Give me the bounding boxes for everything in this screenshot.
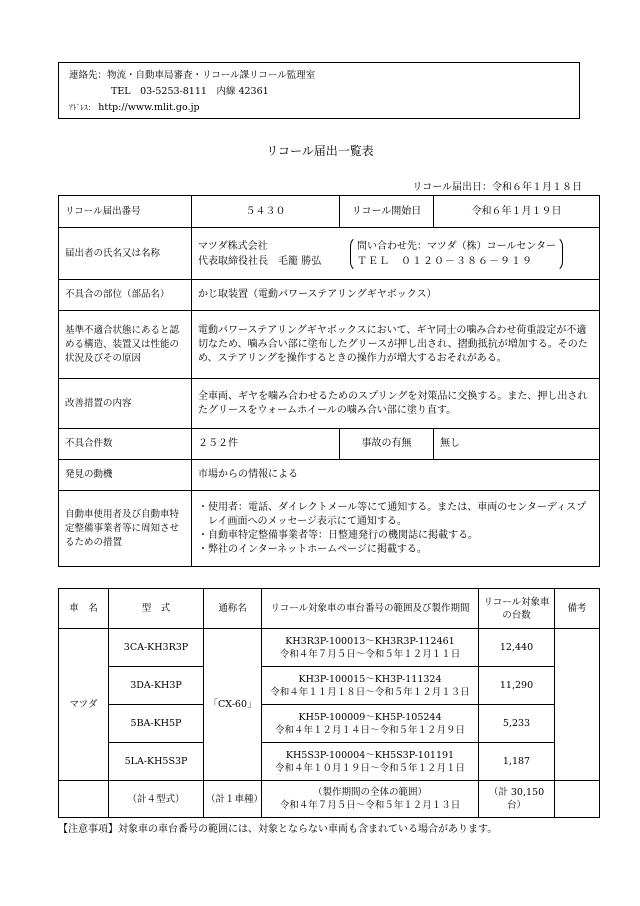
defect-count-value: ２５２件: [192, 429, 340, 460]
remedy-value: 全車両、ギヤを噛み合わせるためのスプリングを対策品に交換する。また、押し出されたグリースをウォームホイールの噛み合い部に塗り直す。: [192, 379, 600, 429]
inquiry-title: 問い合わせ先：マツダ（株）コールセンター: [357, 240, 556, 252]
filer-company: マツダ株式会社: [198, 240, 268, 252]
total-names: （計１車種）: [204, 781, 262, 818]
notify-item-dealer: ・自動車特定整備事業者等：日整連発行の機関誌に掲載する。: [198, 529, 478, 541]
production-period: 令和４年１１月１８日～令和５年１２月１３日: [270, 686, 470, 698]
total-range-cell: [262, 781, 479, 818]
remedy-label: 改善措置の内容: [59, 379, 192, 429]
total-range-title: （製作期間の全体の範囲）: [312, 787, 427, 798]
count-cell: 11,290: [479, 667, 555, 705]
header-name: 通称名: [204, 589, 262, 629]
count-cell: 5,233: [479, 705, 555, 743]
production-period: 令和４年１２月１４日～令和５年１２月９日: [274, 724, 465, 736]
total-maker-cell: [59, 781, 109, 818]
filer-label: 届出者の氏名又は名称: [59, 228, 192, 280]
notify-item-web: ・弊社のインターネットホームページに掲載する。: [198, 543, 427, 555]
contact-box: [58, 62, 580, 119]
range-cell: [262, 705, 479, 743]
condition-value: 電動パワーステアリングギヤボックスにおいて、ギヤ同士の噛み合わせ荷重設定が不適切なため、噛み合い部に塗布したグリースが押し出され、摺動抵抗が増加する。そのため、ステアリングを操作するときの操作力が増大するおそれがある。: [192, 311, 600, 379]
total-row: [59, 781, 600, 818]
vin-range: KH3R3P-100013～KH3R3P-112461: [285, 635, 455, 647]
filer-representative: 代表取締役社長 毛籠 勝弘: [198, 255, 322, 267]
start-value: 令和６年１月１９日: [434, 196, 600, 228]
caution-note: 【注意事項】対象車の車台番号の範囲には、対象とならない車両も含まれている場合があります。: [58, 824, 498, 835]
vin-range: KH3P-100015～KH3P-111324: [298, 673, 442, 685]
total-range-period: 令和４年７月５日～令和５年１２月１３日: [279, 800, 461, 811]
defect-count-label: 不具合件数: [59, 429, 192, 460]
condition-label: 基準不適合状態にあると認める構造、装置又は性能の状況及びその原因: [59, 311, 192, 379]
motive-label: 発見の動機: [59, 460, 192, 491]
total-remarks-cell: [555, 781, 600, 818]
table-row: [59, 743, 600, 781]
accident-label: 事故の有無: [340, 429, 434, 460]
vehicle-name-cell: 「CX-60」: [204, 629, 262, 781]
model-cell: 5LA-KH5S3P: [109, 743, 204, 781]
model-cell: 3CA-KH3R3P: [109, 629, 204, 667]
header-remarks: 備考: [555, 589, 600, 629]
contact-address: [69, 100, 579, 116]
count-cell: 1,187: [479, 743, 555, 781]
motive-value: 市場からの情報による: [192, 460, 600, 491]
count-cell: 12,440: [479, 629, 555, 667]
header-model: 型 式: [109, 589, 204, 629]
total-count: （計 30,150 台）: [479, 781, 555, 818]
page-title: リコール届出一覧表: [266, 144, 374, 158]
model-cell: 3DA-KH3P: [109, 667, 204, 705]
production-period: 令和４年７月５日～令和５年１２月１１日: [279, 648, 461, 660]
filer-cell: [192, 228, 600, 280]
table-row: [59, 667, 600, 705]
header-count: リコール対象車の台数: [479, 589, 555, 629]
notify-list: [192, 491, 600, 567]
inquiry-phone: ＴＥＬ ０１２０－３８６－９１９: [357, 255, 533, 267]
start-label: リコール開始日: [340, 196, 434, 228]
accident-value: 無し: [434, 429, 600, 460]
vin-range: KH5P-100009～KH5P-105244: [298, 711, 442, 723]
address-label: ｱﾄﾞﾚｽ：: [69, 103, 96, 112]
remarks-cell: [555, 629, 600, 781]
contact-phone: TEL 03-5253-8111 内線 42361: [111, 86, 269, 97]
vehicle-table: [58, 588, 600, 818]
range-cell: [262, 667, 479, 705]
range-cell: [262, 743, 479, 781]
inquiry-box: [350, 236, 563, 272]
part-label: 不具合の部位（部品名）: [59, 280, 192, 311]
report-date: リコール届出日：令和６年１月１８日: [412, 182, 582, 193]
model-cell: 5BA-KH5P: [109, 705, 204, 743]
contact-line-1: 連絡先：物流・自動車局審査・リコール課リコール監理室: [69, 70, 316, 81]
header-range: リコール対象車の車台番号の範囲及び製作期間: [262, 589, 479, 629]
number-value: ５４３０: [192, 196, 340, 228]
maker-cell: マツダ: [59, 629, 109, 781]
production-period: 令和４年１０月１９日～令和５年１２月１日: [274, 762, 465, 774]
total-models: （計４型式）: [109, 781, 204, 818]
table-row: [59, 629, 600, 667]
notify-item-user: ・使用者：電話、ダイレクトメール等にて通知する。または、車両のセンターディスプレイ画面へのメッセージ表示にて通知する。: [198, 501, 587, 527]
part-value: かじ取装置（電動パワーステアリングギヤボックス）: [192, 280, 600, 311]
notify-label: 自動車使用者及び自動車特定整備事業者等に周知させるための措置: [59, 491, 192, 567]
address-link[interactable]: http://www.mlit.go.jp: [98, 102, 200, 113]
vin-range: KH5S3P-100004～KH5S3P-101191: [285, 749, 455, 761]
header-maker: 車 名: [59, 589, 109, 629]
table-row: [59, 705, 600, 743]
range-cell: [262, 629, 479, 667]
number-label: リコール届出番号: [59, 196, 192, 228]
recall-info-table: [58, 195, 600, 567]
